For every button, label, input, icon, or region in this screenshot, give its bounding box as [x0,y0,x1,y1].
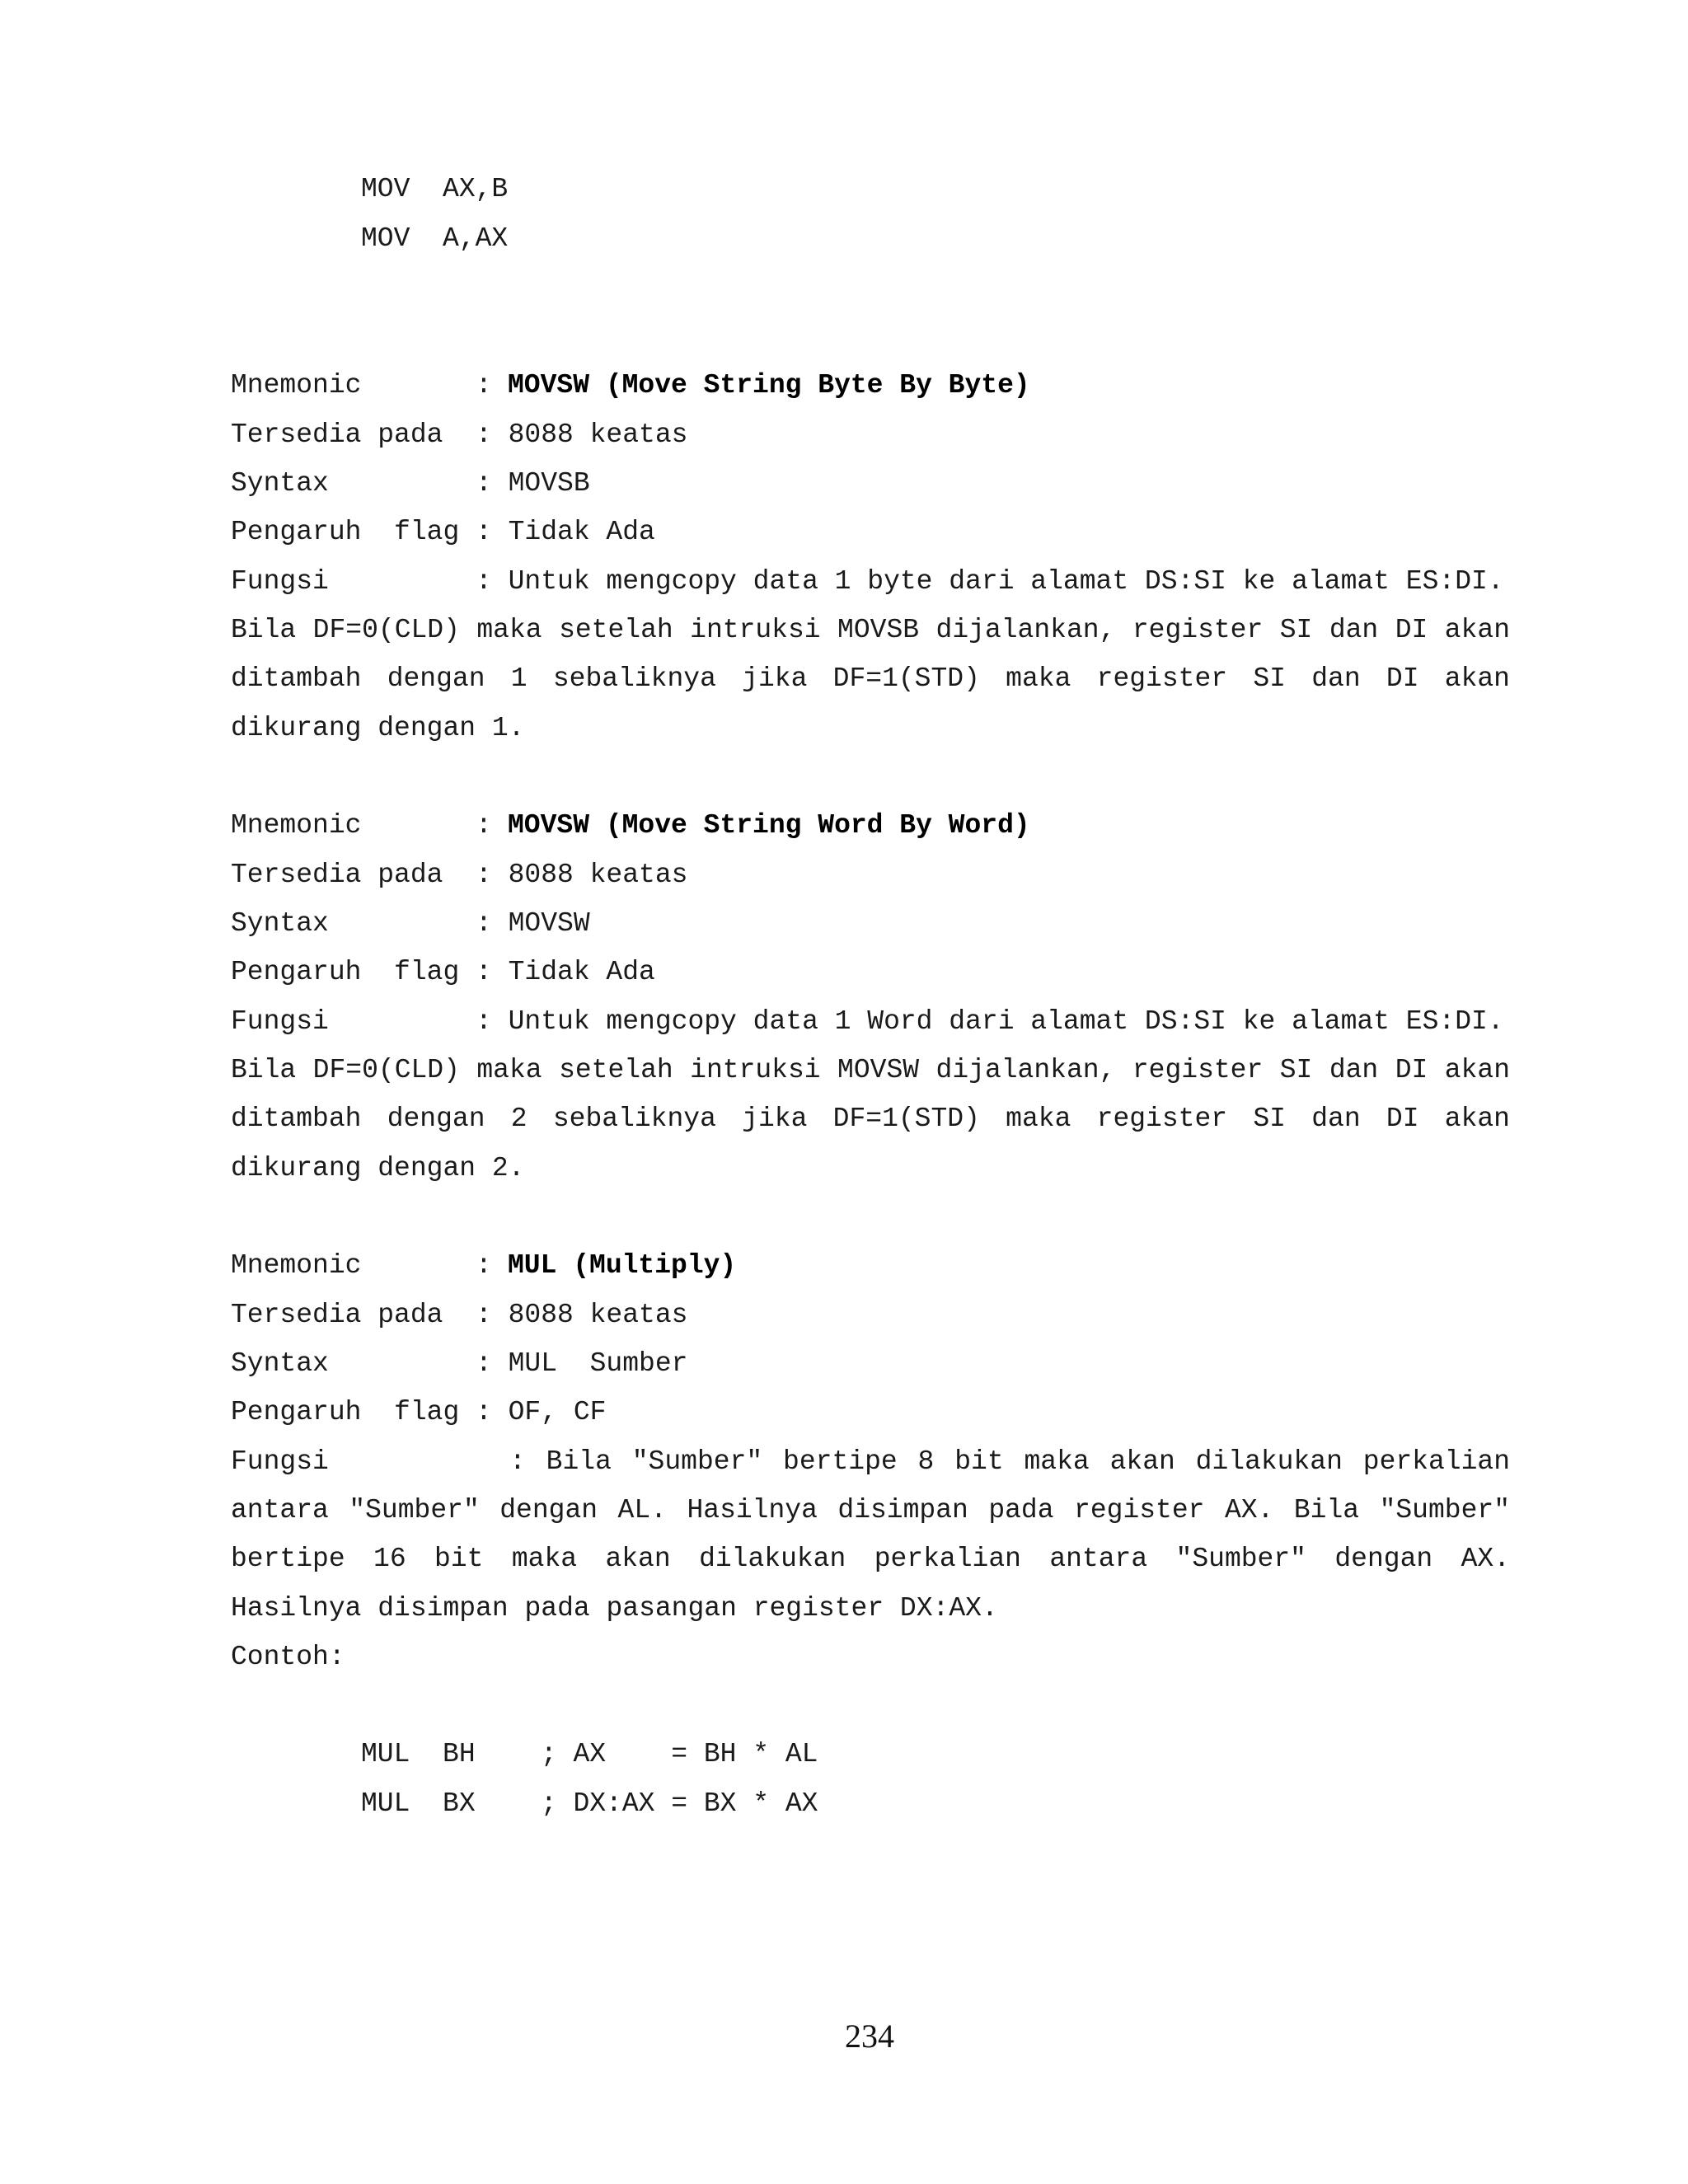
code-line: MOV A,AX [361,223,509,254]
mnemonic-label: Mnemonic [231,1250,362,1281]
tersedia-value: : 8088 keatas [476,860,688,890]
description-line: bertipe 16 bit maka akan dilakukan perkalian antara "Sumber" dengan AX. [231,1544,1510,1574]
syntax-value: : MUL Sumber [476,1348,688,1379]
fungsi-label: Fungsi [231,1006,329,1037]
code-line: MUL BX ; DX:AX = BX * AX [361,1788,818,1819]
tersedia-label: Tersedia pada [231,1300,443,1330]
mnemonic-label: Mnemonic [231,370,362,401]
tersedia-value: : 8088 keatas [476,1300,688,1330]
syntax-label: Syntax [231,1348,329,1379]
fungsi-value: : Untuk mengcopy data 1 byte dari alamat DS:SI ke alamat ES:DI. [476,566,1504,597]
fungsi-label: Fungsi [231,566,329,597]
fungsi-label: Fungsi [231,1446,329,1477]
description-line: Bila DF=0(CLD) maka setelah intruksi MOVSW dijalankan, register SI dan DI akan [231,1055,1510,1085]
flag-label: Pengaruh flag [231,957,460,987]
syntax-value: : MOVSB [476,468,590,499]
flag-label: Pengaruh flag [231,517,460,547]
flag-value: : Tidak Ada [476,957,655,987]
syntax-label: Syntax [231,908,329,939]
syntax-label: Syntax [231,468,329,499]
mnemonic-label: Mnemonic [231,810,362,841]
mnemonic-separator: : [476,1250,492,1281]
mnemonic-value: MOVSW (Move String Word By Word) [508,810,1030,841]
fungsi-value: : Untuk mengcopy data 1 Word dari alamat DS:SI ke alamat ES:DI. [476,1006,1504,1037]
tersedia-label: Tersedia pada [231,419,443,450]
flag-value: : OF, CF [476,1397,607,1427]
mnemonic-value: MUL (Multiply) [508,1250,737,1281]
code-line: MUL BH ; AX = BH * AL [361,1739,818,1769]
mnemonic-value: MOVSW (Move String Byte By Byte) [508,370,1030,401]
description-line: Hasilnya disimpan pada pasangan register DX:AX. [231,1593,998,1624]
description-line: ditambah dengan 2 sebaliknya jika DF=1(STD) maka register SI dan DI akan [231,1104,1510,1134]
fungsi-value: : Bila "Sumber" bertipe 8 bit maka akan dilakukan perkalian [509,1446,1510,1477]
description-line: dikurang dengan 2. [231,1153,525,1183]
description-line: ditambah dengan 1 sebaliknya jika DF=1(STD) maka register SI dan DI akan [231,663,1510,694]
contoh-label: Contoh: [231,1642,345,1672]
tersedia-value: : 8088 keatas [476,419,688,450]
code-line: MOV AX,B [361,174,509,204]
syntax-value: : MOVSW [476,908,590,939]
tersedia-label: Tersedia pada [231,860,443,890]
description-line: antara "Sumber" dengan AL. Hasilnya disimpan pada register AX. Bila "Sumber" [231,1495,1510,1526]
flag-value: : Tidak Ada [476,517,655,547]
page-number: 234 [845,2018,894,2055]
mnemonic-separator: : [476,810,492,841]
mnemonic-separator: : [476,370,492,401]
description-line: dikurang dengan 1. [231,713,525,743]
flag-label: Pengaruh flag [231,1397,460,1427]
description-line: Bila DF=0(CLD) maka setelah intruksi MOVSB dijalankan, register SI dan DI akan [231,615,1510,645]
